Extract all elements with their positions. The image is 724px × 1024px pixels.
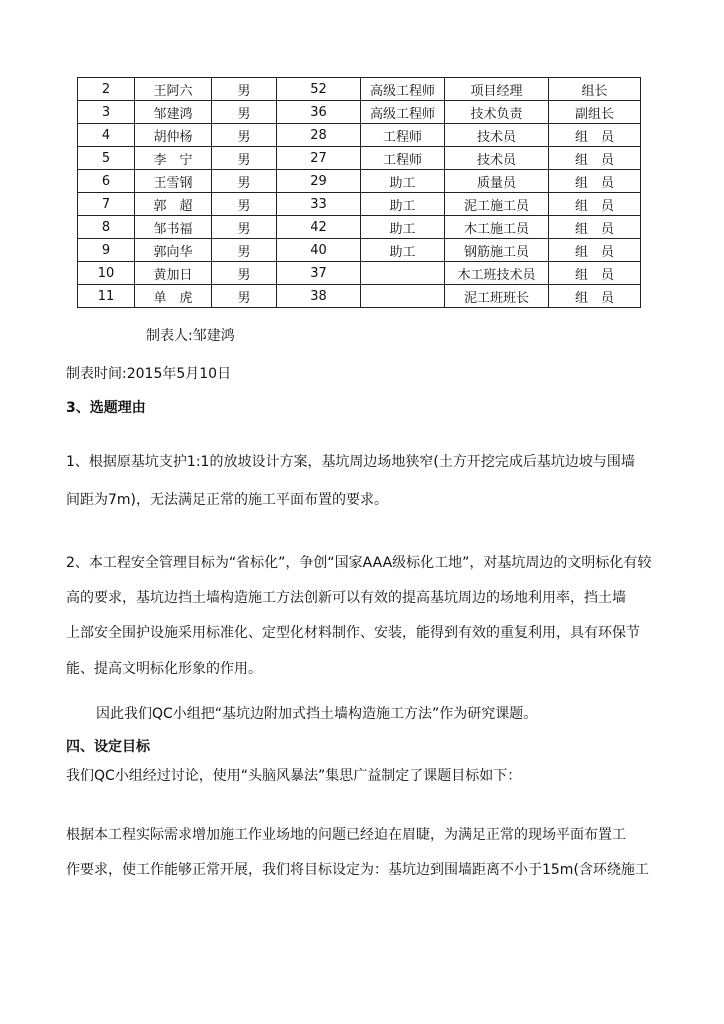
table-cell: 王阿六	[135, 78, 212, 101]
table-cell: 李 宁	[135, 147, 212, 170]
section3-p2-line1: 2、本工程安全管理目标为“省标化”，争创“国家AAA级标化工地”，对基坑周边的文明标化有较	[66, 555, 652, 571]
table-cell: 33	[277, 193, 361, 216]
section4-p2-line2: 作要求，使工作能够正常开展，我们将目标设定为：基坑边到围墙距离不小于15m(含环绕施工	[66, 862, 649, 878]
table-row	[78, 101, 641, 124]
table-row	[78, 78, 641, 101]
table-cell: 组 员	[549, 216, 641, 239]
table-cell: 组 员	[549, 147, 641, 170]
table-cell: 质量员	[445, 170, 549, 193]
table-cell: 37	[277, 262, 361, 285]
table-cell: 胡仲杨	[135, 124, 212, 147]
table-cell: 助工	[361, 193, 445, 216]
table-cell: 技术员	[445, 147, 549, 170]
table-cell: 7	[78, 193, 135, 216]
table-cell: 组 员	[549, 239, 641, 262]
table-cell: 黄加日	[135, 262, 212, 285]
table-cell: 泥工施工员	[445, 193, 549, 216]
table-cell: 40	[277, 239, 361, 262]
table-row	[78, 193, 641, 216]
section4-p2-line1: 根据本工程实际需求增加施工作业场地的问题已经迫在眉睫，为满足正常的现场平面布置工	[66, 827, 626, 843]
table-cell: 男	[212, 239, 277, 262]
table-cell: 2	[78, 78, 135, 101]
section3-p3: 因此我们QC小组把“基坑边附加式挡土墙构造施工方法”作为研究课题。	[96, 706, 538, 722]
table-cell: 10	[78, 262, 135, 285]
table-row	[78, 170, 641, 193]
table-cell: 38	[277, 285, 361, 308]
table-cell: 木工施工员	[445, 216, 549, 239]
table-cell: 男	[212, 147, 277, 170]
table-date: 制表时间:2015年5月10日	[66, 366, 232, 382]
table-cell: 8	[78, 216, 135, 239]
section3-p2-line2: 高的要求，基坑边挡土墙构造施工方法创新可以有效的提高基坑周边的场地利用率，挡土墙	[66, 590, 626, 606]
table-cell: 泥工班班长	[445, 285, 549, 308]
section4-heading: 四、设定目标	[66, 739, 150, 755]
table-cell: 高级工程师	[361, 101, 445, 124]
table-cell: 28	[277, 124, 361, 147]
table-cell: 组 员	[549, 262, 641, 285]
table-cell: 组 员	[549, 285, 641, 308]
table-cell: 副组长	[549, 101, 641, 124]
table-cell: 王雪钢	[135, 170, 212, 193]
table-cell: 工程师	[361, 147, 445, 170]
table-cell: 郭 超	[135, 193, 212, 216]
member-table	[77, 77, 641, 308]
table-cell	[361, 285, 445, 308]
table-cell: 3	[78, 101, 135, 124]
table-cell: 男	[212, 101, 277, 124]
table-cell: 男	[212, 193, 277, 216]
table-row	[78, 147, 641, 170]
table-cell: 男	[212, 170, 277, 193]
section3-p1-line2: 间距为7m)，无法满足正常的施工平面布置的要求。	[66, 492, 389, 508]
table-cell: 项目经理	[445, 78, 549, 101]
table-row	[78, 216, 641, 239]
table-cell: 男	[212, 78, 277, 101]
table-cell: 52	[277, 78, 361, 101]
table-cell: 技术负责	[445, 101, 549, 124]
table-row	[78, 262, 641, 285]
table-cell: 组 员	[549, 170, 641, 193]
section3-p1-line1: 1、根据原基坑支护1:1的放坡设计方案，基坑周边场地狭窄(土方开挖完成后基坑边坡与围墙	[66, 454, 635, 470]
table-cell: 工程师	[361, 124, 445, 147]
table-cell: 组 员	[549, 193, 641, 216]
table-cell: 5	[78, 147, 135, 170]
table-cell: 单 虎	[135, 285, 212, 308]
table-cell: 助工	[361, 216, 445, 239]
table-row	[78, 124, 641, 147]
table-cell: 42	[277, 216, 361, 239]
table-cell: 4	[78, 124, 135, 147]
table-cell: 技术员	[445, 124, 549, 147]
table-cell: 高级工程师	[361, 78, 445, 101]
table-cell: 29	[277, 170, 361, 193]
table-cell: 组 员	[549, 124, 641, 147]
table-maker: 制表人:邹建鸿	[146, 328, 235, 344]
table-row	[78, 239, 641, 262]
table-cell: 11	[78, 285, 135, 308]
table-cell: 6	[78, 170, 135, 193]
table-cell: 男	[212, 216, 277, 239]
table-cell: 36	[277, 101, 361, 124]
table-cell: 郭向华	[135, 239, 212, 262]
table-cell: 男	[212, 285, 277, 308]
table-cell: 助工	[361, 170, 445, 193]
table-cell: 27	[277, 147, 361, 170]
table-cell: 钢筋施工员	[445, 239, 549, 262]
table-row	[78, 285, 641, 308]
table-cell: 助工	[361, 239, 445, 262]
member-table-body	[78, 78, 641, 308]
section3-p2-line3: 上部安全围护设施采用标准化、定型化材料制作、安装，能得到有效的重复利用，具有环保节	[66, 625, 640, 641]
section4-p1: 我们QC小组经过讨论，使用“头脑风暴法”集思广益制定了课题目标如下：	[66, 768, 522, 784]
table-cell: 木工班技术员	[445, 262, 549, 285]
table-cell: 邹建鸿	[135, 101, 212, 124]
section3-p2-line4: 能、提高文明标化形象的作用。	[66, 661, 262, 677]
table-cell: 男	[212, 262, 277, 285]
table-cell	[361, 262, 445, 285]
table-cell: 邹书福	[135, 216, 212, 239]
table-cell: 组长	[549, 78, 641, 101]
table-cell: 9	[78, 239, 135, 262]
section3-heading: 3、选题理由	[66, 400, 146, 416]
table-cell: 男	[212, 124, 277, 147]
